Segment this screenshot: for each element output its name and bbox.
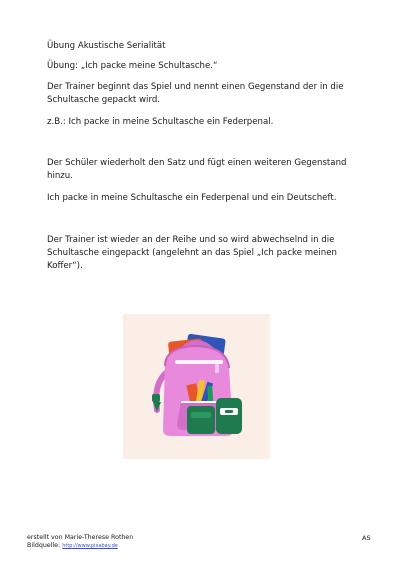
example-sentence-1: z.B.: Ich packe in meine Schultasche ein Federpenal. bbox=[47, 117, 274, 127]
paragraph-alternate: Der Trainer ist wieder an der Reihe und so wird abwechselnd in die Schultasche eingepackt (angelehnt an das Spiel „Ich packe meinen Koffer“). bbox=[47, 235, 337, 271]
backpack-illustration bbox=[123, 314, 270, 459]
footer bbox=[27, 534, 133, 550]
exercise-title: Übung: „Ich packe meine Schultasche.“ bbox=[47, 61, 218, 71]
example-sentence-2: Ich packe in meine Schultasche ein Federpenal und ein Deutscheft. bbox=[47, 193, 337, 203]
paragraph-trainer-start: Der Trainer beginnt das Spiel und nennt einen Gegenstand der in die Schultasche gepackt wird. bbox=[47, 82, 344, 105]
document-heading: Übung Akustische Serialität bbox=[47, 41, 166, 51]
author-credit: erstellt von Marie-Therese Rothen bbox=[27, 534, 134, 541]
source-label: Bildquelle: bbox=[27, 542, 61, 549]
image-source bbox=[27, 542, 133, 550]
paragraph-student-repeat: Der Schüler wiederholt den Satz und fügt einen weiteren Gegenstand hinzu. bbox=[47, 158, 347, 181]
backpack-icon bbox=[123, 314, 270, 459]
page-label: AS bbox=[362, 534, 371, 542]
source-link[interactable]: http://www.pixabay.de bbox=[62, 543, 118, 549]
